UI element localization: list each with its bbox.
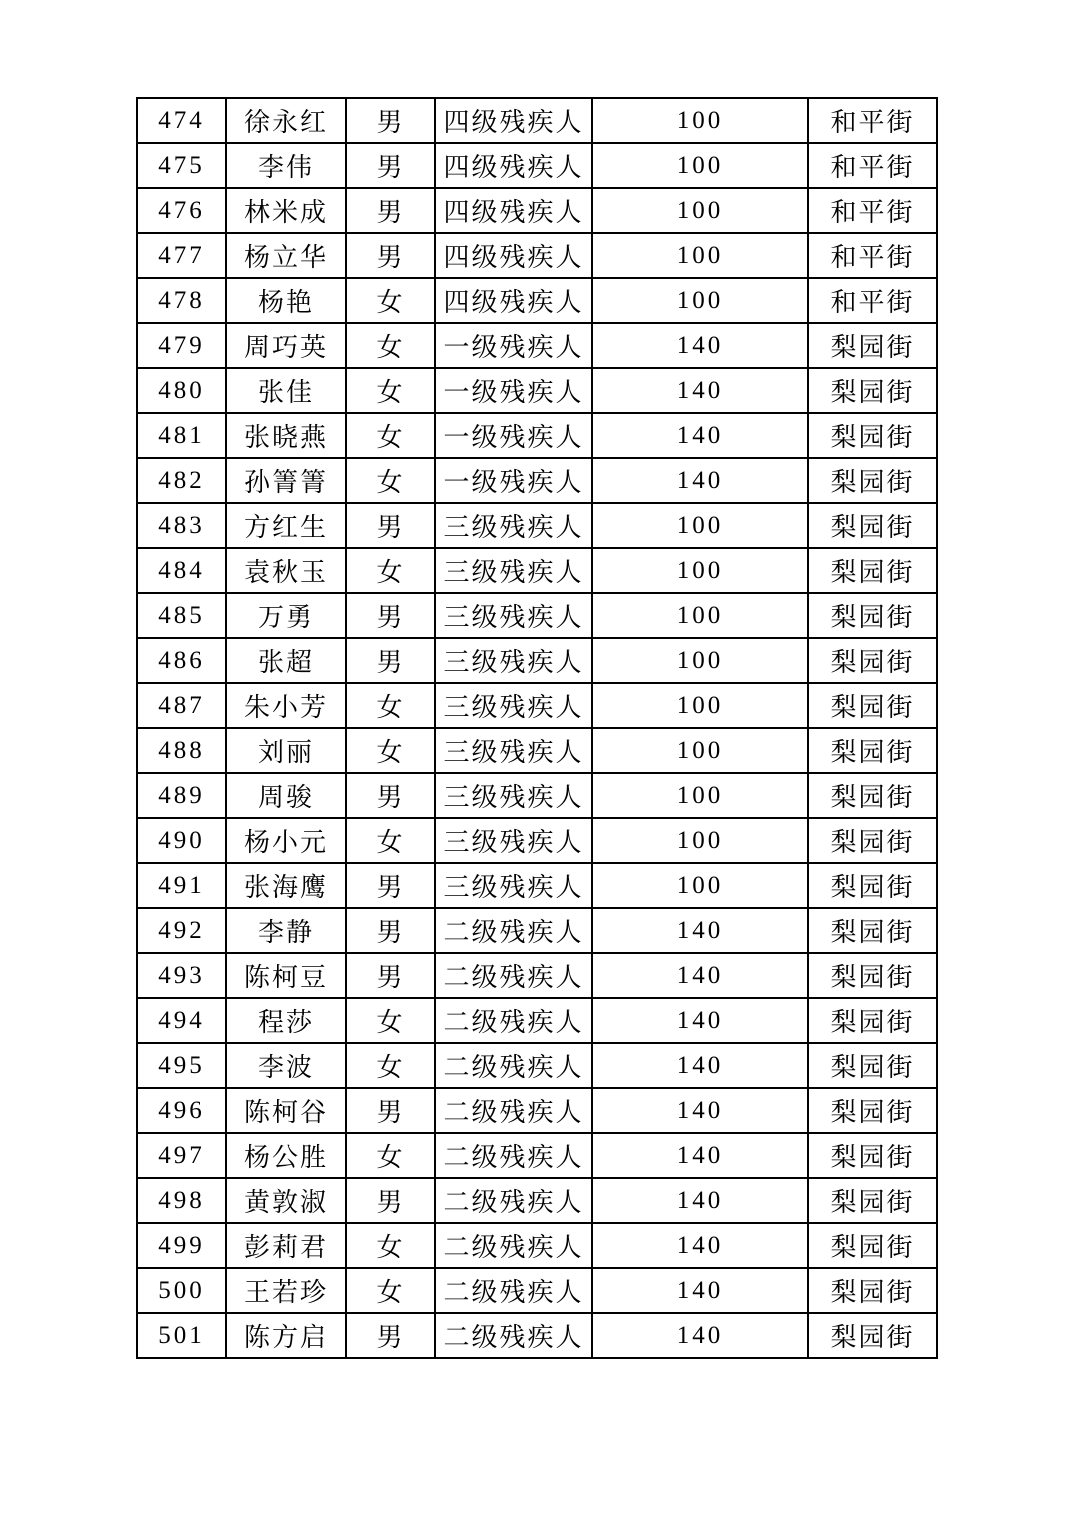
name-cell: 袁秋玉 — [226, 548, 346, 593]
gender-cell: 女 — [346, 548, 435, 593]
amount-cell: 140 — [592, 368, 808, 413]
disability-level-cell: 二级残疾人 — [435, 1133, 592, 1178]
table-row — [137, 503, 937, 548]
table-row — [137, 548, 937, 593]
disability-level-cell: 三级残疾人 — [435, 728, 592, 773]
table-row — [137, 1268, 937, 1313]
amount-cell: 140 — [592, 323, 808, 368]
disability-level-cell: 二级残疾人 — [435, 998, 592, 1043]
name-cell: 彭莉君 — [226, 1223, 346, 1268]
row-number-cell: 482 — [137, 458, 226, 503]
disability-level-cell: 三级残疾人 — [435, 818, 592, 863]
name-cell: 李伟 — [226, 143, 346, 188]
gender-cell: 女 — [346, 368, 435, 413]
name-cell: 陈柯豆 — [226, 953, 346, 998]
street-cell: 梨园街 — [808, 503, 937, 548]
disability-level-cell: 二级残疾人 — [435, 1178, 592, 1223]
name-cell: 黄敦淑 — [226, 1178, 346, 1223]
gender-cell: 男 — [346, 953, 435, 998]
disability-level-cell: 一级残疾人 — [435, 458, 592, 503]
row-number-cell: 481 — [137, 413, 226, 458]
disability-level-cell: 二级残疾人 — [435, 908, 592, 953]
table-row — [137, 1088, 937, 1133]
disability-level-cell: 二级残疾人 — [435, 1043, 592, 1088]
disability-level-cell: 一级残疾人 — [435, 368, 592, 413]
street-cell: 和平街 — [808, 233, 937, 278]
street-cell: 梨园街 — [808, 818, 937, 863]
street-cell: 梨园街 — [808, 458, 937, 503]
disability-level-cell: 二级残疾人 — [435, 1088, 592, 1133]
table-row — [137, 1178, 937, 1223]
gender-cell: 男 — [346, 233, 435, 278]
name-cell: 万勇 — [226, 593, 346, 638]
row-number-cell: 478 — [137, 278, 226, 323]
gender-cell: 女 — [346, 998, 435, 1043]
name-cell: 杨艳 — [226, 278, 346, 323]
street-cell: 梨园街 — [808, 413, 937, 458]
name-cell: 刘丽 — [226, 728, 346, 773]
amount-cell: 100 — [592, 233, 808, 278]
disability-level-cell: 三级残疾人 — [435, 638, 592, 683]
table-row — [137, 458, 937, 503]
street-cell: 和平街 — [808, 278, 937, 323]
gender-cell: 女 — [346, 278, 435, 323]
disability-level-cell: 二级残疾人 — [435, 1313, 592, 1358]
name-cell: 孙箐箐 — [226, 458, 346, 503]
disability-level-cell: 三级残疾人 — [435, 683, 592, 728]
gender-cell: 女 — [346, 413, 435, 458]
table-row — [137, 233, 937, 278]
gender-cell: 女 — [346, 1268, 435, 1313]
amount-cell: 140 — [592, 1043, 808, 1088]
table-row — [137, 368, 937, 413]
gender-cell: 男 — [346, 638, 435, 683]
name-cell: 杨小元 — [226, 818, 346, 863]
name-cell: 李波 — [226, 1043, 346, 1088]
disability-level-cell: 四级残疾人 — [435, 233, 592, 278]
disability-level-cell: 四级残疾人 — [435, 188, 592, 233]
gender-cell: 男 — [346, 1313, 435, 1358]
amount-cell: 140 — [592, 1178, 808, 1223]
name-cell: 方红生 — [226, 503, 346, 548]
amount-cell: 100 — [592, 593, 808, 638]
subsidy-roster-table — [136, 97, 938, 1359]
gender-cell: 女 — [346, 818, 435, 863]
amount-cell: 140 — [592, 1223, 808, 1268]
row-number-cell: 477 — [137, 233, 226, 278]
name-cell: 林米成 — [226, 188, 346, 233]
street-cell: 梨园街 — [808, 323, 937, 368]
row-number-cell: 487 — [137, 683, 226, 728]
amount-cell: 140 — [592, 953, 808, 998]
table-row — [137, 638, 937, 683]
name-cell: 张超 — [226, 638, 346, 683]
table-row — [137, 818, 937, 863]
disability-level-cell: 三级残疾人 — [435, 593, 592, 638]
name-cell: 周骏 — [226, 773, 346, 818]
street-cell: 梨园街 — [808, 1223, 937, 1268]
row-number-cell: 476 — [137, 188, 226, 233]
amount-cell: 100 — [592, 188, 808, 233]
row-number-cell: 480 — [137, 368, 226, 413]
name-cell: 杨立华 — [226, 233, 346, 278]
gender-cell: 女 — [346, 458, 435, 503]
amount-cell: 100 — [592, 278, 808, 323]
street-cell: 梨园街 — [808, 863, 937, 908]
row-number-cell: 493 — [137, 953, 226, 998]
table-row — [137, 278, 937, 323]
row-number-cell: 483 — [137, 503, 226, 548]
amount-cell: 140 — [592, 1088, 808, 1133]
street-cell: 梨园街 — [808, 953, 937, 998]
amount-cell: 100 — [592, 503, 808, 548]
table-row — [137, 413, 937, 458]
row-number-cell: 486 — [137, 638, 226, 683]
amount-cell: 100 — [592, 773, 808, 818]
street-cell: 梨园街 — [808, 998, 937, 1043]
gender-cell: 男 — [346, 593, 435, 638]
gender-cell: 女 — [346, 1223, 435, 1268]
amount-cell: 140 — [592, 908, 808, 953]
amount-cell: 100 — [592, 143, 808, 188]
name-cell: 张晓燕 — [226, 413, 346, 458]
gender-cell: 男 — [346, 188, 435, 233]
amount-cell: 140 — [592, 1268, 808, 1313]
name-cell: 李静 — [226, 908, 346, 953]
row-number-cell: 484 — [137, 548, 226, 593]
street-cell: 梨园街 — [808, 1043, 937, 1088]
table-row — [137, 98, 937, 143]
table-row — [137, 323, 937, 368]
row-number-cell: 495 — [137, 1043, 226, 1088]
name-cell: 朱小芳 — [226, 683, 346, 728]
street-cell: 梨园街 — [808, 683, 937, 728]
table-row — [137, 593, 937, 638]
row-number-cell: 494 — [137, 998, 226, 1043]
gender-cell: 女 — [346, 683, 435, 728]
disability-level-cell: 三级残疾人 — [435, 548, 592, 593]
street-cell: 梨园街 — [808, 1313, 937, 1358]
street-cell: 梨园街 — [808, 773, 937, 818]
name-cell: 陈柯谷 — [226, 1088, 346, 1133]
row-number-cell: 499 — [137, 1223, 226, 1268]
disability-level-cell: 三级残疾人 — [435, 863, 592, 908]
amount-cell: 100 — [592, 683, 808, 728]
street-cell: 梨园街 — [808, 728, 937, 773]
table-row — [137, 683, 937, 728]
name-cell: 陈方启 — [226, 1313, 346, 1358]
row-number-cell: 488 — [137, 728, 226, 773]
gender-cell: 男 — [346, 1178, 435, 1223]
row-number-cell: 490 — [137, 818, 226, 863]
table-row — [137, 728, 937, 773]
street-cell: 和平街 — [808, 143, 937, 188]
street-cell: 梨园街 — [808, 1178, 937, 1223]
street-cell: 梨园街 — [808, 1133, 937, 1178]
table-row — [137, 998, 937, 1043]
table-row — [137, 1223, 937, 1268]
row-number-cell: 474 — [137, 98, 226, 143]
disability-level-cell: 三级残疾人 — [435, 503, 592, 548]
gender-cell: 女 — [346, 1043, 435, 1088]
name-cell: 程莎 — [226, 998, 346, 1043]
disability-level-cell: 四级残疾人 — [435, 143, 592, 188]
gender-cell: 男 — [346, 1088, 435, 1133]
row-number-cell: 479 — [137, 323, 226, 368]
amount-cell: 140 — [592, 1133, 808, 1178]
disability-level-cell: 三级残疾人 — [435, 773, 592, 818]
table-row — [137, 1043, 937, 1088]
street-cell: 梨园街 — [808, 1088, 937, 1133]
amount-cell: 100 — [592, 638, 808, 683]
row-number-cell: 497 — [137, 1133, 226, 1178]
disability-level-cell: 一级残疾人 — [435, 323, 592, 368]
table-row — [137, 953, 937, 998]
disability-level-cell: 一级残疾人 — [435, 413, 592, 458]
row-number-cell: 501 — [137, 1313, 226, 1358]
amount-cell: 100 — [592, 863, 808, 908]
amount-cell: 100 — [592, 728, 808, 773]
table-row — [137, 143, 937, 188]
row-number-cell: 500 — [137, 1268, 226, 1313]
gender-cell: 男 — [346, 863, 435, 908]
street-cell: 梨园街 — [808, 638, 937, 683]
row-number-cell: 475 — [137, 143, 226, 188]
row-number-cell: 489 — [137, 773, 226, 818]
disability-level-cell: 四级残疾人 — [435, 278, 592, 323]
table-row — [137, 863, 937, 908]
gender-cell: 男 — [346, 908, 435, 953]
street-cell: 梨园街 — [808, 593, 937, 638]
gender-cell: 男 — [346, 503, 435, 548]
row-number-cell: 485 — [137, 593, 226, 638]
gender-cell: 女 — [346, 1133, 435, 1178]
gender-cell: 男 — [346, 773, 435, 818]
gender-cell: 男 — [346, 143, 435, 188]
disability-level-cell: 二级残疾人 — [435, 953, 592, 998]
amount-cell: 140 — [592, 998, 808, 1043]
street-cell: 梨园街 — [808, 548, 937, 593]
row-number-cell: 498 — [137, 1178, 226, 1223]
amount-cell: 100 — [592, 98, 808, 143]
gender-cell: 女 — [346, 323, 435, 368]
amount-cell: 100 — [592, 818, 808, 863]
name-cell: 杨公胜 — [226, 1133, 346, 1178]
gender-cell: 女 — [346, 728, 435, 773]
table-body — [137, 98, 937, 1358]
street-cell: 梨园街 — [808, 908, 937, 953]
row-number-cell: 492 — [137, 908, 226, 953]
street-cell: 梨园街 — [808, 1268, 937, 1313]
amount-cell: 140 — [592, 458, 808, 503]
disability-level-cell: 二级残疾人 — [435, 1223, 592, 1268]
amount-cell: 100 — [592, 548, 808, 593]
table-row — [137, 1313, 937, 1358]
name-cell: 徐永红 — [226, 98, 346, 143]
row-number-cell: 491 — [137, 863, 226, 908]
street-cell: 梨园街 — [808, 368, 937, 413]
name-cell: 张海鹰 — [226, 863, 346, 908]
amount-cell: 140 — [592, 1313, 808, 1358]
disability-level-cell: 二级残疾人 — [435, 1268, 592, 1313]
table-row — [137, 1133, 937, 1178]
row-number-cell: 496 — [137, 1088, 226, 1133]
disability-level-cell: 四级残疾人 — [435, 98, 592, 143]
name-cell: 张佳 — [226, 368, 346, 413]
gender-cell: 男 — [346, 98, 435, 143]
table-row — [137, 188, 937, 233]
name-cell: 王若珍 — [226, 1268, 346, 1313]
table-row — [137, 773, 937, 818]
amount-cell: 140 — [592, 413, 808, 458]
street-cell: 和平街 — [808, 188, 937, 233]
street-cell: 和平街 — [808, 98, 937, 143]
table-row — [137, 908, 937, 953]
name-cell: 周巧英 — [226, 323, 346, 368]
